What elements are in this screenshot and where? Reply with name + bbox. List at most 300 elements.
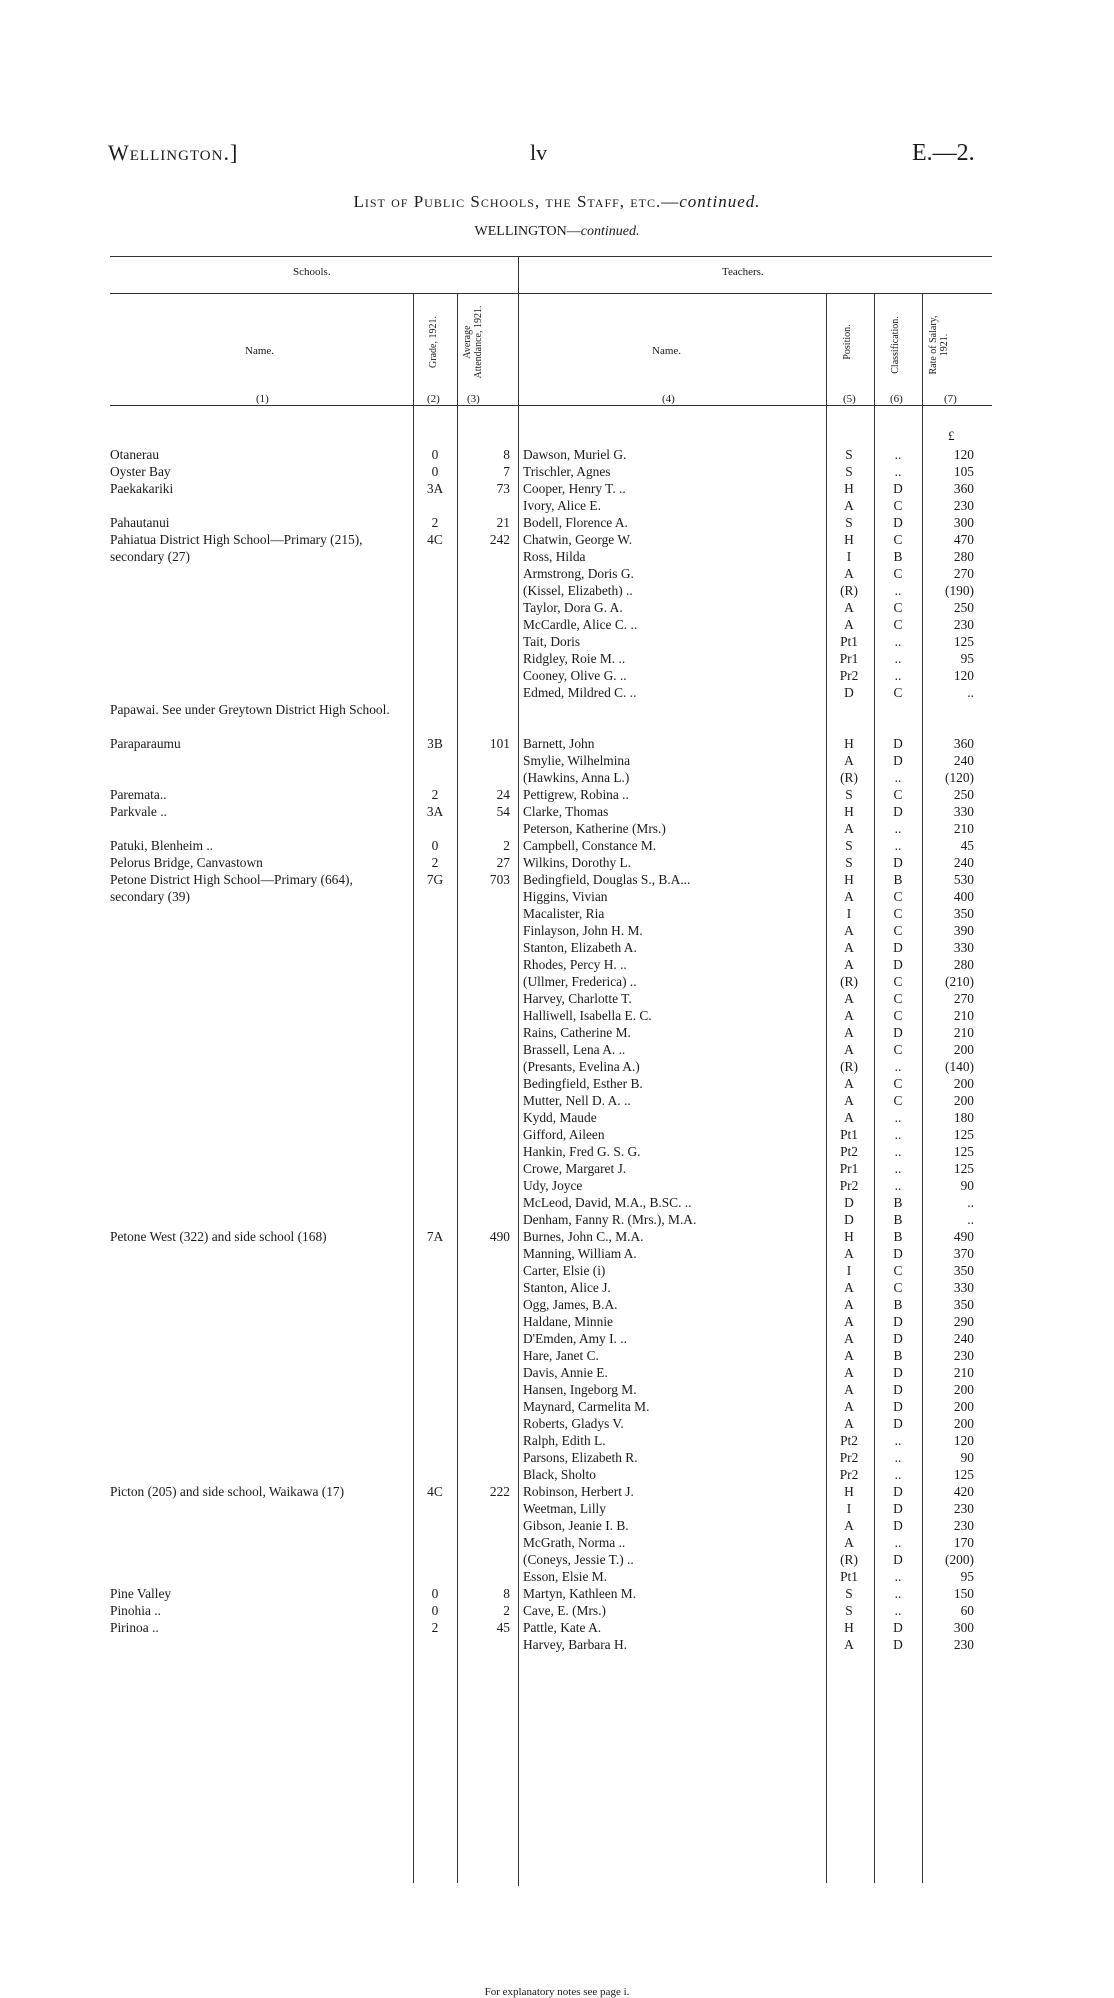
school-name: Pine Valley <box>110 1586 172 1601</box>
teacher-position: A <box>844 753 854 768</box>
teacher-classification: D <box>893 1382 903 1397</box>
teacher-name: Wilkins, Dorothy L. <box>523 855 632 870</box>
teacher-name: Campbell, Constance M. <box>523 838 657 853</box>
teacher-name: (Ullmer, Frederica) .. <box>523 974 637 989</box>
school-attendance: 73 <box>496 481 510 496</box>
school-grade: 4C <box>427 1484 443 1499</box>
teacher-position: D <box>844 1195 854 1210</box>
teacher-position: A <box>844 1416 854 1431</box>
teacher-position: A <box>844 498 854 513</box>
teacher-name: Cooper, Henry T. .. <box>523 481 626 496</box>
teacher-classification: C <box>893 566 903 581</box>
col-attendance-label: Average Attendance, 1921. <box>462 305 484 379</box>
col-num-1: (1) <box>256 393 269 405</box>
school-name: Paekakariki <box>110 481 174 496</box>
teacher-salary: (140) <box>944 1059 974 1074</box>
teacher-classification: C <box>893 1008 903 1023</box>
col-position: Position. <box>842 324 853 360</box>
teacher-name: Pattle, Kate A. <box>523 1620 602 1635</box>
teacher-name: Roberts, Gladys V. <box>523 1416 624 1431</box>
teacher-classification: .. <box>894 1059 902 1074</box>
teacher-name: Bedingfield, Douglas S., B.A... <box>523 872 691 887</box>
teacher-position: S <box>845 855 853 870</box>
school-grade: 4C <box>427 532 443 547</box>
group-teachers: Teachers. <box>722 266 764 278</box>
teacher-name: Stanton, Elizabeth A. <box>523 940 637 955</box>
teacher-classification: D <box>893 1365 903 1380</box>
teacher-classification: .. <box>894 651 902 666</box>
teacher-position: Pr1 <box>839 651 859 666</box>
teacher-name: Hansen, Ingeborg M. <box>523 1382 637 1397</box>
teacher-classification: D <box>893 481 903 496</box>
col-num-3: (3) <box>467 393 480 405</box>
rule-v-schools <box>518 256 519 1886</box>
teacher-salary: 125 <box>953 634 974 649</box>
teacher-position: A <box>844 600 854 615</box>
teacher-salary: 390 <box>953 923 974 938</box>
teacher-classification: B <box>893 549 903 564</box>
school-name: Petone District High School—Primary (664), secondary (39) <box>110 872 353 904</box>
teacher-position: A <box>844 991 854 1006</box>
teacher-position: (R) <box>840 974 858 989</box>
rule-v-tname <box>826 293 827 1883</box>
teacher-salary: 120 <box>953 668 974 683</box>
teacher-position: A <box>844 1314 854 1329</box>
teacher-salary: .. <box>967 685 974 700</box>
teacher-position: A <box>844 821 854 836</box>
teacher-salary: 150 <box>953 1586 974 1601</box>
school-name: Parkvale .. <box>110 804 167 819</box>
teacher-classification: .. <box>894 1161 902 1176</box>
teacher-position: S <box>845 1586 853 1601</box>
teacher-name: Cooney, Olive G. .. <box>523 668 627 683</box>
teacher-name: Denham, Fanny R. (Mrs.), M.A. <box>523 1212 697 1227</box>
teacher-name: (Coneys, Jessie T.) .. <box>523 1552 634 1567</box>
title-continued: continued. <box>679 192 761 211</box>
teacher-classification: D <box>893 1501 903 1516</box>
header-region: Wellington.] <box>108 140 239 165</box>
teacher-salary: 280 <box>953 549 974 564</box>
teacher-classification: D <box>893 940 903 955</box>
col-teacher-name: Name. <box>652 345 682 357</box>
teacher-classification: .. <box>894 1569 902 1584</box>
teacher-salary: 90 <box>960 1450 974 1465</box>
school-attendance: 54 <box>496 804 510 819</box>
school-grade: 0 <box>431 1586 439 1601</box>
teacher-position: Pt1 <box>840 1127 858 1142</box>
teacher-name: Ridgley, Roie M. .. <box>523 651 626 666</box>
teacher-classification: D <box>893 1552 903 1567</box>
teacher-position: (R) <box>840 1552 858 1567</box>
teacher-classification: D <box>893 1484 903 1499</box>
teacher-name: Parsons, Elizabeth R. <box>523 1450 638 1465</box>
school-name: Pahautanui <box>110 515 170 530</box>
teacher-name: Clarke, Thomas <box>523 804 609 819</box>
teacher-classification: B <box>893 1195 903 1210</box>
teacher-classification: B <box>893 1212 903 1227</box>
teacher-classification: .. <box>894 668 902 683</box>
school-grade: 0 <box>431 447 439 462</box>
school-attendance: 490 <box>489 1229 510 1244</box>
teacher-classification: D <box>893 804 903 819</box>
teacher-name: Weetman, Lilly <box>523 1501 606 1516</box>
teacher-classification: D <box>893 1637 903 1652</box>
teacher-salary: .. <box>967 1212 974 1227</box>
teacher-classification: C <box>893 600 903 615</box>
school-grade: 2 <box>431 787 439 802</box>
school-attendance: 703 <box>489 872 510 887</box>
teacher-position: A <box>844 1042 854 1057</box>
teacher-position: H <box>844 532 854 547</box>
teacher-salary: 350 <box>953 1297 974 1312</box>
teacher-salary: 45 <box>960 838 974 853</box>
teacher-salary: 210 <box>953 821 974 836</box>
teacher-classification: C <box>893 991 903 1006</box>
page-subtitle <box>0 224 1114 240</box>
teacher-name: Davis, Annie E. <box>523 1365 608 1380</box>
school-grade: 3A <box>426 481 444 496</box>
teacher-position: S <box>845 1603 853 1618</box>
school-name: Pirinoa .. <box>110 1620 159 1635</box>
teacher-salary: 530 <box>953 872 974 887</box>
teacher-position: A <box>844 1280 854 1295</box>
teacher-salary: .. <box>967 1195 974 1210</box>
teacher-salary: 120 <box>953 447 974 462</box>
col-num-2: (2) <box>427 393 440 405</box>
teacher-salary: 250 <box>953 600 974 615</box>
teacher-position: Pr2 <box>839 1450 859 1465</box>
teacher-name: Trischler, Agnes <box>523 464 611 479</box>
teacher-salary: 230 <box>953 498 974 513</box>
teacher-name: Armstrong, Doris G. <box>523 566 634 581</box>
teacher-position: A <box>844 1382 854 1397</box>
teacher-name: (Kissel, Elizabeth) .. <box>523 583 633 598</box>
teacher-name: Ralph, Edith L. <box>523 1433 606 1448</box>
teacher-salary: 270 <box>953 991 974 1006</box>
teacher-classification: .. <box>894 1603 902 1618</box>
school-name: Pelorus Bridge, Canvastown <box>110 855 263 870</box>
teacher-name: Ivory, Alice E. <box>523 498 601 513</box>
subtitle-continued: continued. <box>580 224 640 239</box>
teacher-name: Stanton, Alice J. <box>523 1280 611 1295</box>
school-name: Papawai. See under Greytown District High School. <box>110 702 390 717</box>
teacher-classification: C <box>893 906 903 921</box>
teacher-name: Manning, William A. <box>523 1246 637 1261</box>
col-num-7: (7) <box>944 393 957 405</box>
teacher-salary: 210 <box>953 1025 974 1040</box>
school-attendance: 8 <box>503 1586 510 1601</box>
col-salary <box>928 305 950 385</box>
teacher-classification: B <box>893 1348 903 1363</box>
teacher-salary: 300 <box>953 1620 974 1635</box>
teacher-name: Martyn, Kathleen M. <box>523 1586 637 1601</box>
teacher-position: S <box>845 838 853 853</box>
col-num-4: (4) <box>662 393 675 405</box>
teacher-salary: 200 <box>953 1382 974 1397</box>
teacher-classification: C <box>893 1093 903 1108</box>
teacher-salary: 210 <box>953 1365 974 1380</box>
teacher-classification: C <box>893 1280 903 1295</box>
school-grade: 0 <box>431 1603 439 1618</box>
teacher-position: I <box>846 1263 852 1278</box>
teacher-position: H <box>844 804 854 819</box>
school-grade: 2 <box>431 855 439 870</box>
school-grade: 3B <box>427 736 443 751</box>
school-name: Picton (205) and side school, Waikawa (17) <box>110 1484 345 1499</box>
teacher-position: Pr1 <box>839 1161 859 1176</box>
teacher-salary: 420 <box>953 1484 974 1499</box>
teacher-classification: C <box>893 1263 903 1278</box>
teacher-classification: B <box>893 1229 903 1244</box>
teacher-classification: D <box>893 515 903 530</box>
teacher-classification: C <box>893 1042 903 1057</box>
teacher-position: Pr2 <box>839 668 859 683</box>
teacher-salary: 230 <box>953 1501 974 1516</box>
teacher-position: H <box>844 1484 854 1499</box>
teacher-classification: .. <box>894 1586 902 1601</box>
teacher-classification: .. <box>894 634 902 649</box>
school-attendance: 24 <box>496 787 510 802</box>
teacher-classification: D <box>893 1025 903 1040</box>
teacher-salary: 200 <box>953 1093 974 1108</box>
teacher-salary: 330 <box>953 804 974 819</box>
teacher-position: S <box>845 515 853 530</box>
teacher-salary: 125 <box>953 1127 974 1142</box>
pound-sign: £ <box>948 428 955 443</box>
teacher-position: A <box>844 957 854 972</box>
teacher-position: H <box>844 1620 854 1635</box>
teacher-classification: C <box>893 532 903 547</box>
teacher-position: A <box>844 566 854 581</box>
teacher-salary: 360 <box>953 481 974 496</box>
teacher-classification: C <box>893 923 903 938</box>
school-name: Otanerau <box>110 447 160 462</box>
teacher-name: Taylor, Dora G. A. <box>523 600 623 615</box>
teacher-name: Tait, Doris <box>523 634 581 649</box>
teacher-salary: 125 <box>953 1467 974 1482</box>
teacher-salary: 95 <box>960 651 974 666</box>
teacher-position: (R) <box>840 1059 858 1074</box>
teacher-classification: C <box>893 498 903 513</box>
col-classification: Classification. <box>890 316 901 374</box>
school-attendance: 27 <box>496 855 510 870</box>
teacher-salary: (210) <box>944 974 974 989</box>
teacher-name: Burnes, John C., M.A. <box>523 1229 644 1244</box>
teacher-name: Rains, Catherine M. <box>523 1025 631 1040</box>
col-salary-label: Rate of Salary, 1921. <box>928 315 950 375</box>
school-attendance: 21 <box>496 515 510 530</box>
teacher-name: Crowe, Margaret J. <box>523 1161 627 1176</box>
teacher-salary: 330 <box>953 1280 974 1295</box>
teacher-name: Chatwin, George W. <box>523 532 633 547</box>
teacher-position: D <box>844 1212 854 1227</box>
teacher-position: Pt2 <box>840 1144 858 1159</box>
teacher-position: A <box>844 1518 854 1533</box>
teacher-name: Gifford, Aileen <box>523 1127 605 1142</box>
teacher-classification: C <box>893 685 903 700</box>
teacher-name: Mutter, Nell D. A. .. <box>523 1093 631 1108</box>
teacher-classification: .. <box>894 1535 902 1550</box>
teacher-position: H <box>844 1229 854 1244</box>
teacher-salary: 300 <box>953 515 974 530</box>
teacher-classification: .. <box>894 1127 902 1142</box>
teacher-position: Pt1 <box>840 634 858 649</box>
rule-top <box>110 256 992 257</box>
teacher-name: Barnett, John <box>523 736 595 751</box>
school-name: Oyster Bay <box>110 464 171 479</box>
teacher-name: (Hawkins, Anna L.) <box>523 770 630 785</box>
group-schools: Schools. <box>293 266 331 278</box>
teacher-position: I <box>846 1501 852 1516</box>
school-attendance: 2 <box>503 1603 510 1618</box>
teacher-position: I <box>846 906 852 921</box>
col-attendance <box>462 302 484 382</box>
teacher-salary: 210 <box>953 1008 974 1023</box>
teacher-name: Kydd, Maude <box>523 1110 597 1125</box>
teacher-salary: (200) <box>944 1552 974 1567</box>
teacher-salary: 280 <box>953 957 974 972</box>
teacher-position: A <box>844 1348 854 1363</box>
teacher-name: Macalister, Ria <box>523 906 605 921</box>
teacher-position: A <box>844 1025 854 1040</box>
teacher-salary: 200 <box>953 1416 974 1431</box>
teacher-position: A <box>844 1093 854 1108</box>
col-grade: Grade, 1921. <box>428 316 439 368</box>
school-attendance: 8 <box>503 447 510 462</box>
rule-v-cls <box>922 293 923 1883</box>
teacher-position: A <box>844 923 854 938</box>
teacher-salary: 105 <box>953 464 974 479</box>
teacher-name: D'Emden, Amy I. .. <box>523 1331 627 1346</box>
school-grade: 2 <box>431 515 439 530</box>
col-school-name: Name. <box>245 345 275 357</box>
teacher-position: A <box>844 1008 854 1023</box>
teacher-classification: D <box>893 1620 903 1635</box>
teacher-salary: 370 <box>953 1246 974 1261</box>
teacher-salary: 240 <box>953 855 974 870</box>
teacher-position: Pt1 <box>840 1569 858 1584</box>
teacher-salary: 230 <box>953 1518 974 1533</box>
teacher-name: McCardle, Alice C. .. <box>523 617 638 632</box>
teacher-classification: .. <box>894 1433 902 1448</box>
teacher-classification: D <box>893 1399 903 1414</box>
teacher-name: Maynard, Carmelita M. <box>523 1399 650 1414</box>
school-grade: 0 <box>431 838 439 853</box>
teacher-name: Carter, Elsie (i) <box>523 1263 606 1278</box>
school-name: Patuki, Blenheim .. <box>110 838 214 853</box>
teacher-salary: 60 <box>960 1603 974 1618</box>
teacher-name: Rhodes, Percy H. .. <box>523 957 627 972</box>
teacher-name: Haldane, Minnie <box>523 1314 613 1329</box>
teacher-salary: 250 <box>953 787 974 802</box>
teacher-position: A <box>844 1076 854 1091</box>
col-num-5: (5) <box>843 393 856 405</box>
teacher-name: Smylie, Wilhelmina <box>523 753 631 768</box>
teacher-salary: 360 <box>953 736 974 751</box>
school-attendance: 45 <box>496 1620 510 1635</box>
teacher-classification: C <box>893 617 903 632</box>
teacher-position: I <box>846 549 852 564</box>
teacher-name: Halliwell, Isabella E. C. <box>523 1008 652 1023</box>
teacher-salary: 400 <box>953 889 974 904</box>
teacher-salary: 125 <box>953 1144 974 1159</box>
teacher-position: A <box>844 1246 854 1261</box>
teacher-classification: .. <box>894 1450 902 1465</box>
teacher-name: Hare, Janet C. <box>523 1348 599 1363</box>
teacher-salary: 470 <box>953 532 974 547</box>
teacher-classification: B <box>893 1297 903 1312</box>
teacher-position: A <box>844 1365 854 1380</box>
teacher-position: A <box>844 1535 854 1550</box>
teacher-salary: 350 <box>953 906 974 921</box>
teacher-position: A <box>844 617 854 632</box>
teacher-salary: 270 <box>953 566 974 581</box>
rule-head <box>110 405 992 406</box>
teacher-name: Brassell, Lena A. .. <box>523 1042 626 1057</box>
document-code: E.—2. <box>912 140 975 166</box>
teacher-classification: D <box>893 1246 903 1261</box>
teacher-position: S <box>845 787 853 802</box>
teacher-salary: 230 <box>953 617 974 632</box>
teacher-position: A <box>844 1297 854 1312</box>
teacher-position: A <box>844 1637 854 1652</box>
teacher-classification: .. <box>894 447 902 462</box>
teacher-classification: D <box>893 957 903 972</box>
teacher-name: McLeod, David, M.A., B.SC. .. <box>523 1195 692 1210</box>
rule-group <box>110 293 992 294</box>
teacher-classification: .. <box>894 838 902 853</box>
teacher-salary: 290 <box>953 1314 974 1329</box>
teacher-position: Pt2 <box>840 1433 858 1448</box>
teacher-name: Gibson, Jeanie I. B. <box>523 1518 629 1533</box>
teacher-position: A <box>844 1110 854 1125</box>
teacher-salary: 125 <box>953 1161 974 1176</box>
teacher-classification: .. <box>894 464 902 479</box>
teacher-position: (R) <box>840 770 858 785</box>
teacher-name: Harvey, Barbara H. <box>523 1637 627 1652</box>
teacher-classification: D <box>893 1518 903 1533</box>
teacher-name: McGrath, Norma .. <box>523 1535 626 1550</box>
teacher-name: Hankin, Fred G. S. G. <box>523 1144 641 1159</box>
teacher-salary: 200 <box>953 1399 974 1414</box>
teacher-salary: 180 <box>953 1110 974 1125</box>
school-name: Pinohia .. <box>110 1603 161 1618</box>
teacher-name: Ogg, James, B.A. <box>523 1297 618 1312</box>
teacher-name: Peterson, Katherine (Mrs.) <box>523 821 666 836</box>
teacher-position: Pr2 <box>839 1467 859 1482</box>
page-number: lv <box>530 140 548 165</box>
school-name: Petone West (322) and side school (168) <box>110 1229 327 1244</box>
teacher-salary: 95 <box>960 1569 974 1584</box>
teacher-salary: (120) <box>944 770 974 785</box>
teacher-name: Black, Sholto <box>523 1467 596 1482</box>
teacher-position: A <box>844 940 854 955</box>
teacher-position: A <box>844 1399 854 1414</box>
page-title <box>0 192 1114 212</box>
school-attendance: 7 <box>503 464 510 479</box>
teacher-classification: C <box>893 974 903 989</box>
school-name: Paraparaumu <box>110 736 181 751</box>
teacher-classification: .. <box>894 1144 902 1159</box>
teacher-classification: C <box>893 1076 903 1091</box>
school-attendance: 101 <box>489 736 510 751</box>
teacher-name: Harvey, Charlotte T. <box>523 991 632 1006</box>
teacher-name: (Presants, Evelina A.) <box>523 1059 640 1074</box>
teacher-classification: D <box>893 736 903 751</box>
school-grade: 3A <box>426 804 444 819</box>
rule-v-grade <box>457 293 458 1883</box>
teacher-name: Bedingfield, Esther B. <box>523 1076 643 1091</box>
